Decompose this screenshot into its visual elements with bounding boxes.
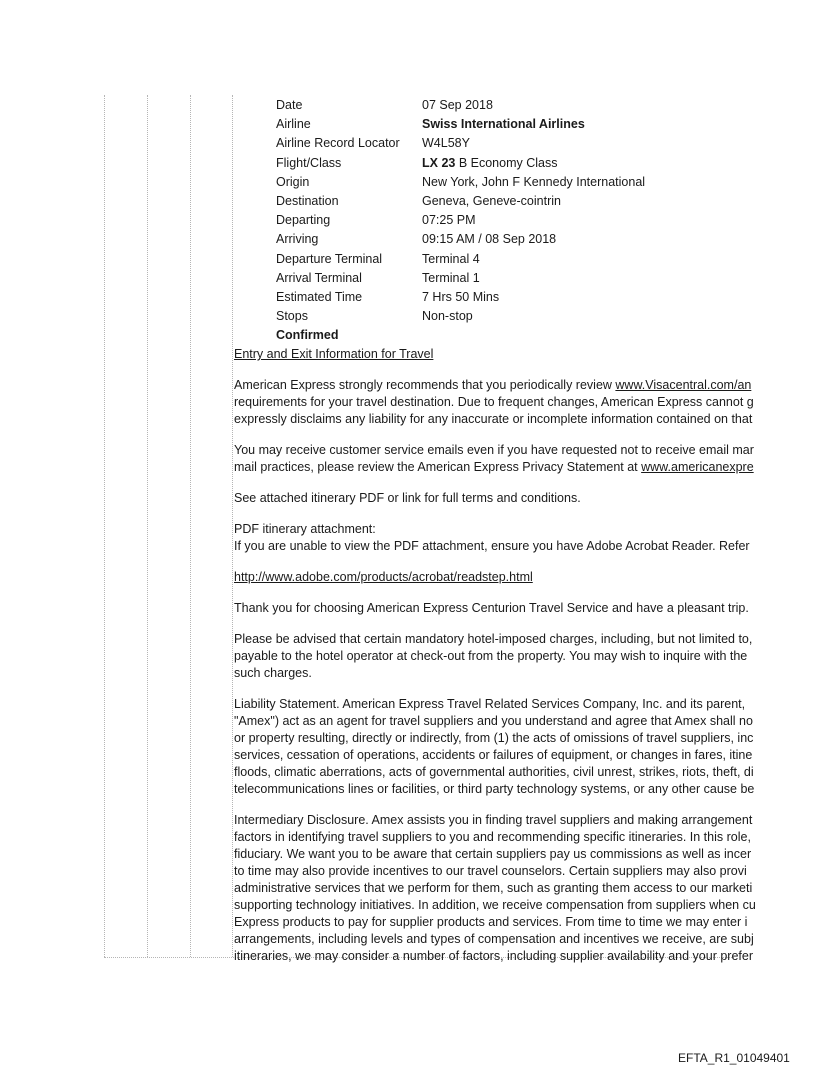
privacy-statement-link[interactable]: www.americanexpre [641,460,754,474]
flight-row [276,173,646,192]
flight-row [276,211,476,230]
field-value: Geneva, Geneve-cointrin [422,193,561,208]
field-label: Date [276,98,303,112]
flight-row [276,230,557,249]
flight-number: LX 23 [422,155,456,170]
paragraph-text: floods, climatic aberrations, acts of governmental authorities, civil unrest, strikes, riots, theft, di [234,765,754,779]
airline-name: Swiss International Airlines [422,117,585,132]
paragraph-text: telecommunications lines or facilities, or third party technology systems, or any other cause be [234,782,755,796]
field-label: Estimated Time [276,289,363,304]
paragraph-text: fiduciary. We want you to be aware that certain suppliers pay us commissions as well as incer [234,847,752,861]
field-value: 07:25 PM [422,213,476,228]
paragraph-intermediary [234,812,816,965]
paragraph-text: requirements for your travel destination. Due to frequent changes, American Express cannot g [234,395,754,409]
paragraph-text: PDF itinerary attachment: [234,522,376,536]
record-locator: W4L58Y [422,136,470,151]
paragraph-text: American Express strongly recommends that you periodically review [234,378,616,392]
paragraph-emails [234,442,816,476]
field-label: Origin [276,174,310,189]
field-label: Airline Record Locator [276,136,400,151]
field-label: Arrival Terminal [276,270,362,285]
paragraph-text: Liability Statement. American Express Travel Related Services Company, Inc. and its parent, [234,697,746,711]
column-rule [190,95,191,957]
field-value: 7 Hrs 50 Mins [422,289,500,304]
booking-status: Confirmed [276,328,339,343]
column-rule [147,95,148,957]
paragraph-text: administrative services that we perform for them, such as granting them access to our marketi [234,881,753,895]
paragraph-text: arrangements, including levels and types of compensation and incentives we receive, are subj [234,932,754,946]
flight-row [276,134,470,153]
field-label: Stops [276,309,308,324]
paragraph-text: itineraries, we may consider a number of factors, including supplier availability and your prefer [234,949,754,963]
paragraph-text: services, cessation of operations, accidents or failures of equipment, or changes in fares, itine [234,748,753,762]
flight-row [276,115,585,134]
column-rule [104,95,105,957]
paragraph-text: expressly disclaims any liability for any inaccurate or incomplete information contained on that [234,412,753,426]
paragraph-text: to time may also provide incentives to our travel counselors. Certain suppliers may also provi [234,864,747,878]
paragraph-text: factors in identifying travel suppliers to you and recommending specific itineraries. In this role, [234,830,751,844]
visacentral-link[interactable]: www.Visacentral.com/an [615,378,752,392]
paragraph-text: "Amex") act as an agent for travel suppliers and you understand and agree that Amex shall no [234,714,753,728]
column-rule [232,95,233,957]
paragraph-liability [234,696,816,798]
field-value: Non-stop [422,309,473,324]
adobe-reader-link[interactable]: http://www.adobe.com/products/acrobat/readstep.html [234,570,533,584]
field-label: Destination [276,193,339,208]
field-value: New York, John F Kennedy International [422,174,646,189]
paragraph-text: If you are unable to view the PDF attachment, ensure you have Adobe Acrobat Reader. Refer [234,539,750,553]
document-id: EFTA_R1_01049401 [678,1051,790,1065]
field-label: Flight/Class [276,155,342,170]
paragraph-text: or property resulting, directly or indirectly, from (1) the acts of omissions of travel suppliers, inc [234,731,754,745]
class-text: B Economy Class [455,155,558,170]
paragraph-text: supporting technology initiatives. In addition, we receive compensation from suppliers when cu [234,898,756,912]
field-value: Terminal 4 [422,251,480,266]
paragraph-text: Express products to pay for supplier products and services. From time to time we may enter i [234,915,748,929]
paragraph-visa [234,377,816,428]
paragraph-thank-you: Thank you for choosing American Express Centurion Travel Service and have a pleasant trip. [234,601,749,615]
section-heading [234,346,816,363]
field-label: Departure Terminal [276,251,383,266]
paragraph-text: mail practices, please review the American Express Privacy Statement at [234,460,642,474]
field-value: 07 Sep 2018 [422,98,493,112]
field-value: 09:15 AM / 08 Sep 2018 [422,232,557,247]
field-label: Airline [276,117,311,132]
flight-row [276,269,480,288]
paragraph-terms: See attached itinerary PDF or link for full terms and conditions. [234,491,581,505]
paragraph-text: Intermediary Disclosure. Amex assists you in finding travel suppliers and making arrangement [234,813,753,827]
section-heading-text: Entry and Exit Information for Travel [234,347,434,361]
field-value: Terminal 1 [422,270,480,285]
itinerary-notes [234,346,816,965]
flight-row [276,154,558,173]
paragraph-hotel-charges [234,631,816,682]
flight-row [276,307,473,326]
paragraph-text: payable to the hotel operator at check-out from the property. You may wish to inquire with the [234,649,748,663]
paragraph-text: such charges. [234,666,312,680]
paragraph-text: You may receive customer service emails even if you have requested not to receive email mar [234,443,754,457]
flight-row [276,96,493,115]
field-label: Departing [276,213,331,228]
paragraph-text: Please be advised that certain mandatory hotel-imposed charges, including, but not limited to, [234,632,753,646]
flight-row [276,288,500,307]
flight-class-value [422,154,557,173]
flight-row [276,192,561,211]
field-label: Arriving [276,232,319,247]
paragraph-pdf [234,521,816,555]
flight-row [276,250,480,269]
flight-details [276,96,646,345]
